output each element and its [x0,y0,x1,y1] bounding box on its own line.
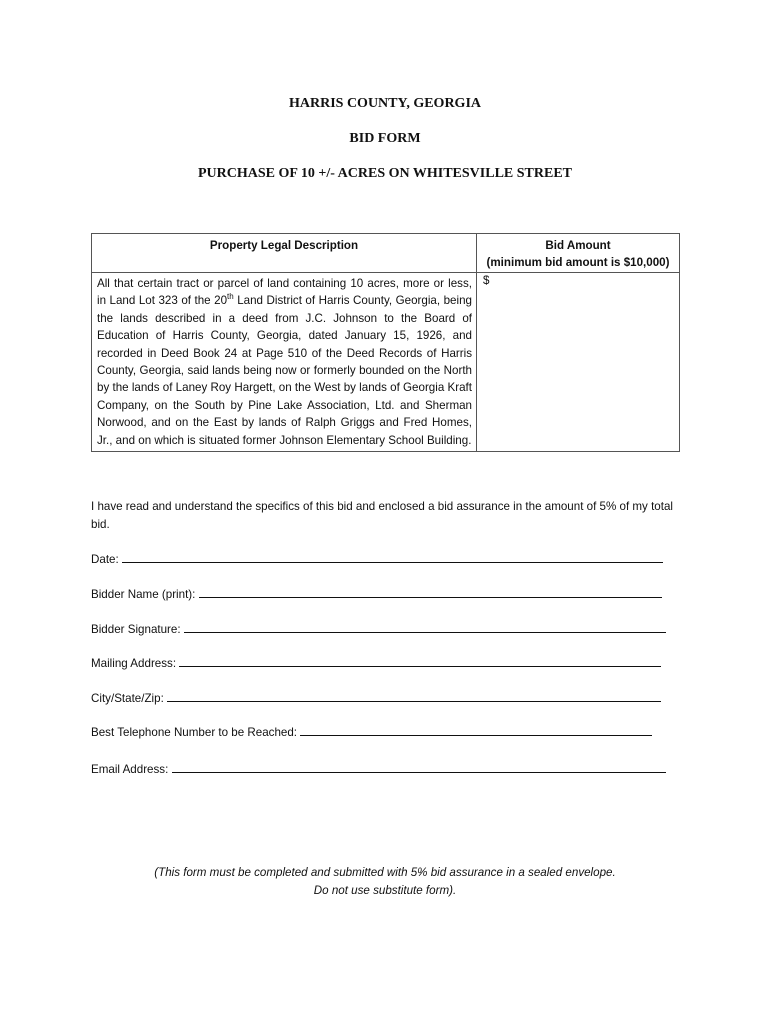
legal-description-text: All that certain tract or parcel of land containing 10 acres, more or less, in Land Lot 323 of the 20th Land District of Harris County, Georgia, being the lands described in a deed from J.C. Johnson to the Board of Education of Harris County, Georgia, dated January 15, 1926, and recorded in Deed Book 24 at Page 510 of the Deed Records of Harris County, Georgia, said lands being now or formerly bounded on the North by the lands of Laney Roy Hargett, on the West by lands of Georgia Kraft Company, on the South by Pine Lake Association, Ltd. and Sherman Norwood, and on the East by lands of Ralph Griggs and Fred Homes, Jr., and on which is situated former Johnson Elementary School Building. [92,273,477,452]
minimum-bid-note: (minimum bid amount is $10,000) [486,256,670,269]
city-state-zip-line[interactable] [167,690,661,702]
bid-amount-header-title: Bid Amount [545,239,611,252]
telephone-label: Best Telephone Number to be Reached: [91,726,298,739]
bidder-signature-label: Bidder Signature: [91,623,181,636]
mailing-address-line[interactable] [179,655,661,667]
bid-table [91,233,680,452]
date-field[interactable] [91,551,663,566]
bidder-name-field[interactable] [91,586,662,601]
city-state-zip-label: City/State/Zip: [91,692,164,705]
email-address-field[interactable] [91,761,666,776]
email-address-line[interactable] [172,761,666,773]
bid-table-header-row [92,234,680,273]
bid-amount-header [477,234,680,273]
mailing-address-field[interactable] [91,655,661,670]
bid-table-row [92,273,680,452]
mailing-address-label: Mailing Address: [91,657,177,670]
purchase-subject: PURCHASE OF 10 +/- ACRES ON WHITESVILLE STREET [197,166,572,181]
dollar-sign: $ [483,274,490,287]
form-title: BID FORM [349,131,421,146]
date-line[interactable] [122,551,663,563]
bidder-signature-line[interactable] [184,621,666,633]
submission-note-line2: Do not use substitute form). [313,884,457,897]
legal-description-header: Property Legal Description [92,234,477,273]
submission-note-line1: (This form must be completed and submitted with 5% bid assurance in a sealed envelope. [154,866,616,879]
telephone-field[interactable] [91,724,652,739]
date-label: Date: [91,553,119,566]
submission-note [0,864,770,900]
bidder-name-label: Bidder Name (print): [91,588,196,601]
telephone-line[interactable] [300,724,652,736]
county-heading: HARRIS COUNTY, GEORGIA [288,96,481,111]
bid-amount-field[interactable] [477,273,680,452]
email-address-label: Email Address: [91,763,169,776]
bidder-name-line[interactable] [199,586,662,598]
bidder-signature-field[interactable] [91,621,666,636]
bid-assurance-statement: I have read and understand the specifics of this bid and enclosed a bid assurance in the amount of 5% of my total bid. [91,500,673,531]
city-state-zip-field[interactable] [91,690,661,705]
